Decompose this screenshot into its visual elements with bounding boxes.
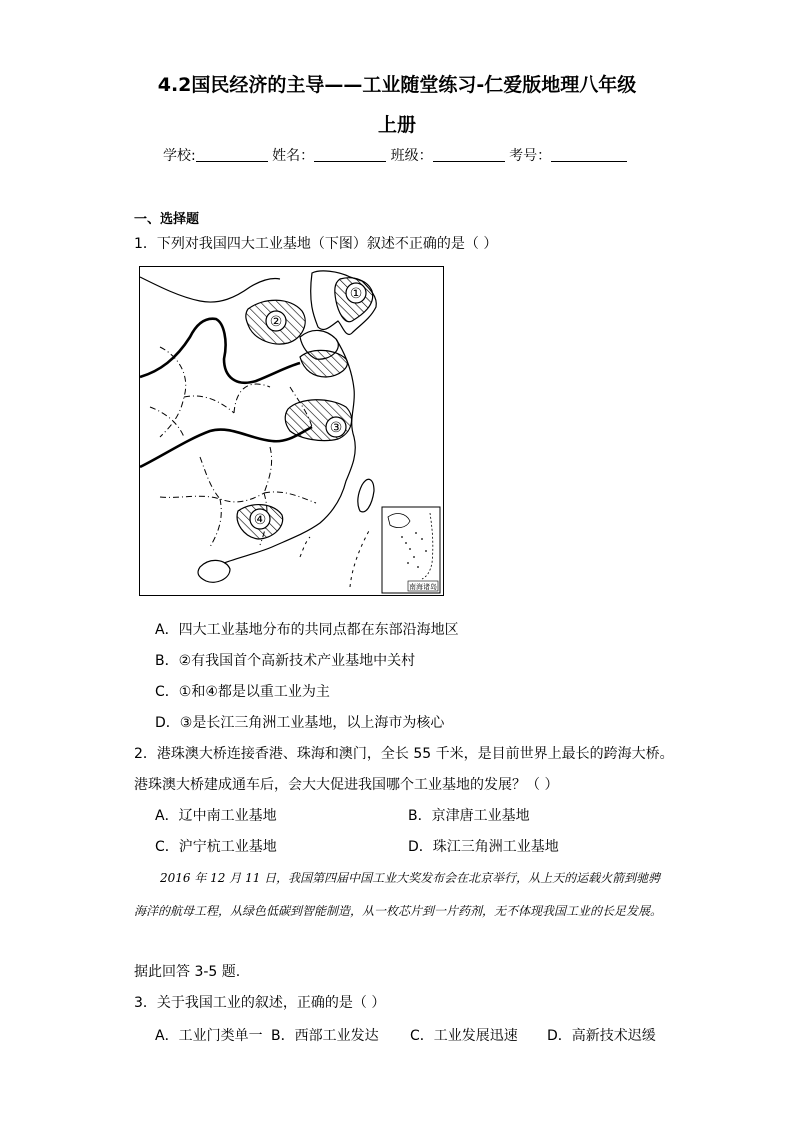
map-label-1: ① [349,286,363,302]
map-label-4: ④ [253,512,267,528]
question-3-option-c[interactable]: C．工业发展迅速 [410,1028,518,1044]
question-2-option-a[interactable]: A．辽中南工业基地 [155,808,277,824]
question-1-option-c[interactable]: C．①和④都是以重工业为主 [155,684,330,700]
school-blank[interactable] [196,147,268,162]
question-3-stem: 3．关于我国工业的叙述，正确的是（ ） [134,995,386,1011]
question-1-option-a[interactable]: A．四大工业基地分布的共同点都在东部沿海地区 [155,622,459,638]
inset-label: 南海诸岛 [409,583,437,591]
question-1-option-b[interactable]: B．②有我国首个高新技术产业基地中关村 [155,653,416,669]
student-info-row [163,145,627,165]
map-label-2: ② [269,314,283,330]
class-label: 班级： [390,148,433,164]
passage-prompt: 据此回答 3-5 题. [134,964,241,980]
name-blank[interactable] [314,147,386,162]
question-2-stem-line-2: 港珠澳大桥建成通车后，会大大促进我国哪个工业基地的发展？（ ） [134,777,559,793]
question-1-option-d[interactable]: D．③是长江三角洲工业基地，以上海市为核心 [155,715,445,731]
question-2-option-c[interactable]: C．沪宁杭工业基地 [155,839,277,855]
question-3-option-b[interactable]: B．西部工业发达 [271,1028,379,1044]
paper-title-line-2: 上册 [377,114,416,136]
map-label-3: ③ [329,420,343,436]
number-blank[interactable] [551,147,627,162]
paper-title-line-1: 4.2国民经济的主导——工业随堂练习-仁爱版地理八年级 [157,74,637,96]
question-3-option-d[interactable]: D．高新技术迟缓 [547,1028,656,1044]
question-2-stem-line-1: 2．港珠澳大桥连接香港、珠海和澳门，全长 55 千米，是目前世界上最长的跨海大桥。 [134,746,674,762]
map-svg [140,267,443,595]
question-3-option-a[interactable]: A．工业门类单一 [155,1028,263,1044]
question-1-stem: 1．下列对我国四大工业基地（下图）叙述不正确的是（ ） [134,236,498,252]
question-2-option-b[interactable]: B．京津唐工业基地 [408,808,530,824]
name-label: 姓名： [272,148,315,164]
class-blank[interactable] [433,147,505,162]
number-label: 考号： [509,148,552,164]
reading-passage: 2016 年 12 月 11 日，我国第四届中国工业大奖发布会在北京举行，从上天的运载火箭到驰骋海洋的航母工程，从绿色低碳到智能制造，从一枚芯片到一片药剂，无不体现我国工业的长足发展。 [134,871,663,918]
question-2-option-d[interactable]: D．珠江三角洲工业基地 [408,839,559,855]
section-title: 一、选择题 [134,212,200,227]
school-label: 学校: [163,148,196,164]
industrial-bases-map [139,266,444,596]
